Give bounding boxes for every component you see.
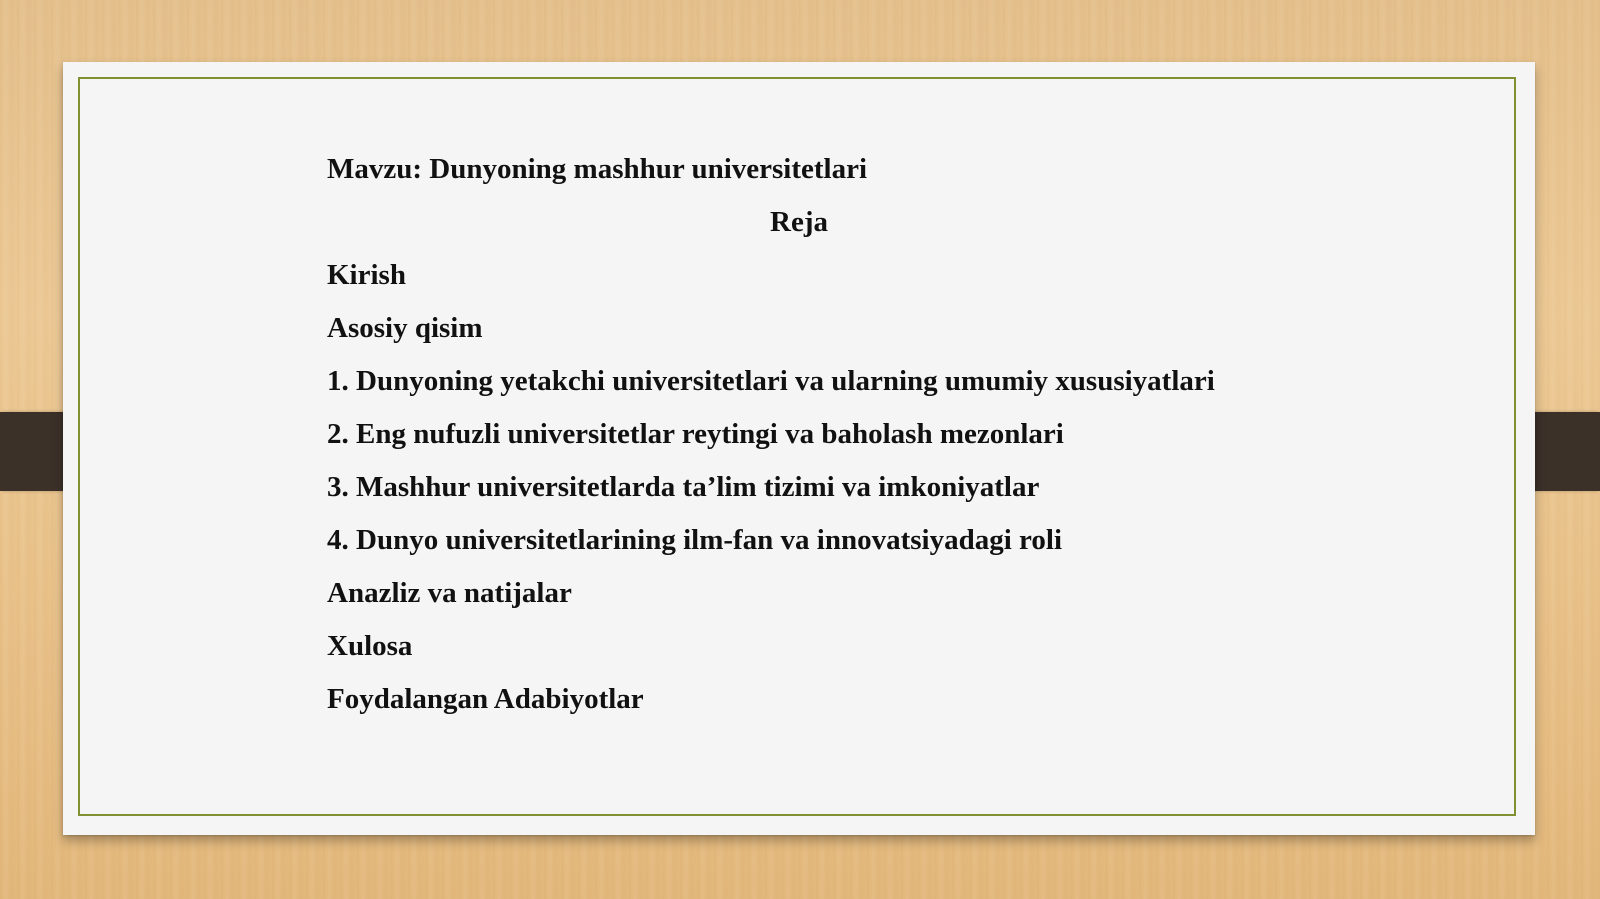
plan-item-introduction: Kirish (327, 259, 406, 291)
plan-item-references: Foydalangan Adabiyotlar (327, 683, 644, 715)
slide-paper (63, 62, 1535, 835)
plan-item-4: 4. Dunyo universitetlarining ilm-fan va innovatsiyadagi roli (327, 524, 1063, 556)
plan-heading: Reja (770, 206, 828, 238)
slide-title: Mavzu: Dunyoning mashhur universitetlari (327, 153, 868, 185)
plan-item-main-part: Asosiy qisim (327, 312, 483, 344)
plan-item-1: 1. Dunyoning yetakchi universitetlari va ularning umumiy xususiyatlari (327, 365, 1215, 397)
plan-item-2: 2. Eng nufuzli universitetlar reytingi va baholash mezonlari (327, 418, 1064, 450)
plan-item-3: 3. Mashhur universitetlarda ta’lim tizimi va imkoniyatlar (327, 471, 1040, 503)
plan-item-analysis: Anazliz va natijalar (327, 577, 572, 609)
plan-item-conclusion: Xulosa (327, 630, 413, 662)
